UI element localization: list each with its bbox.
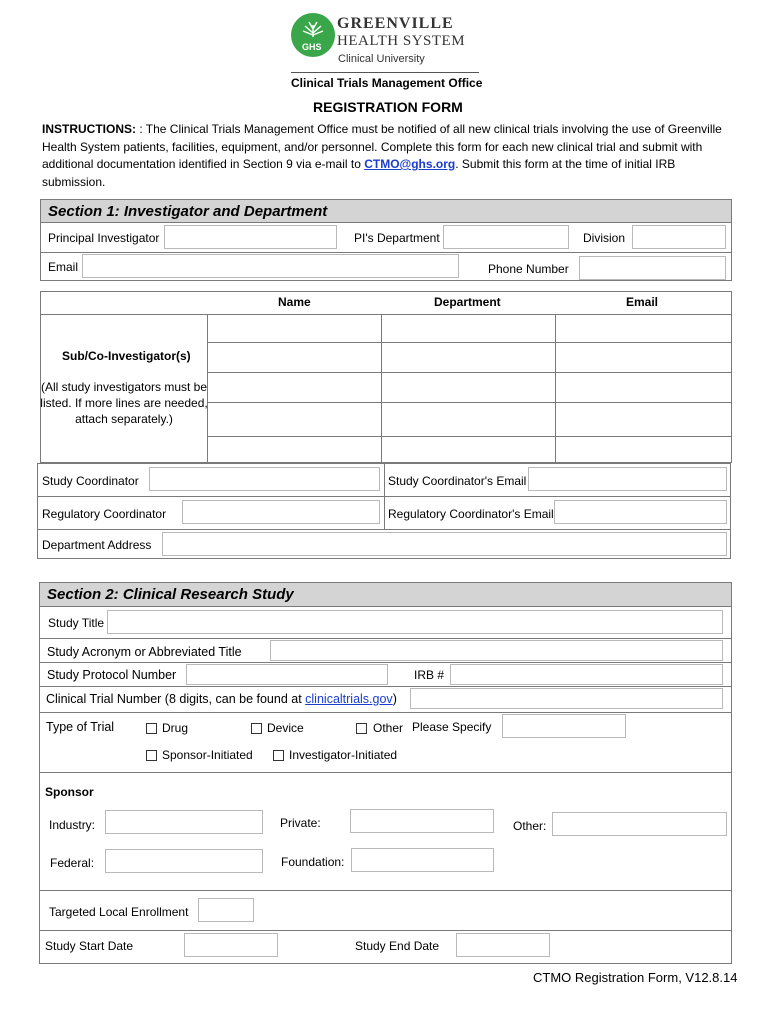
irb-input[interactable] xyxy=(450,664,723,685)
please-specify-label: Please Specify xyxy=(412,720,492,734)
instructions xyxy=(42,121,732,191)
investigator-initiated-label: Investigator-Initiated xyxy=(289,748,398,762)
logo-text: GHS xyxy=(302,42,322,52)
col-header-name: Name xyxy=(278,295,311,309)
foundation-input[interactable] xyxy=(351,848,494,872)
col-header-email: Email xyxy=(626,295,659,309)
clinicaltrials-link[interactable]: clinicaltrials.gov xyxy=(305,692,393,706)
study-coordinator-input[interactable] xyxy=(149,467,380,491)
study-coordinator-label: Study Coordinator xyxy=(42,474,139,488)
drug-label: Drug xyxy=(162,721,189,735)
other-sponsor-input[interactable] xyxy=(552,812,727,836)
targeted-enrollment-input[interactable] xyxy=(198,898,254,922)
regulatory-coordinator-label: Regulatory Coordinator xyxy=(42,507,167,521)
acronym-input[interactable] xyxy=(270,640,723,661)
study-coordinator-email-label: Study Coordinator's Email xyxy=(388,474,527,488)
start-date-input[interactable] xyxy=(184,933,278,957)
org-subtitle: Clinical University xyxy=(338,53,425,65)
instructions-text-a: : The Clinical Trials Management Office must be notified of all new clinical trials involving the use of Greenville Health System patients, facilities, equipment, and/or personnel. Complete this form for each new clinical trial and submit with additional documentation identified in Section 9 via e-mail to xyxy=(42,122,722,171)
sponsor-initiated-checkbox[interactable] xyxy=(146,750,157,761)
other-label: Other xyxy=(373,721,404,735)
sub-inv-row[interactable] xyxy=(208,403,731,436)
sponsor-label: Sponsor xyxy=(45,785,94,799)
study-coordinator-email-input[interactable] xyxy=(528,467,727,491)
principal-investigator-input[interactable] xyxy=(164,225,337,249)
end-date-label: Study End Date xyxy=(355,939,440,953)
org-name-line2: HEALTH SYSTEM xyxy=(337,33,466,49)
acronym-label: Study Acronym or Abbreviated Title xyxy=(47,645,242,659)
drug-checkbox[interactable] xyxy=(146,723,157,734)
please-specify-input[interactable] xyxy=(502,714,626,738)
start-date-label: Study Start Date xyxy=(45,939,134,953)
section1-header: Section 1: Investigator and Department xyxy=(40,199,732,223)
protocol-number-label: Study Protocol Number xyxy=(47,668,177,682)
other-sponsor-label: Other: xyxy=(513,819,547,833)
department-address-input[interactable] xyxy=(162,532,727,556)
regulatory-coordinator-email-label: Regulatory Coordinator's Email xyxy=(388,507,554,521)
instructions-label: INSTRUCTIONS: xyxy=(42,122,136,136)
federal-label: Federal: xyxy=(50,856,95,870)
office-name: Clinical Trials Management Office xyxy=(291,76,483,90)
industry-input[interactable] xyxy=(105,810,263,834)
study-title-input[interactable] xyxy=(107,610,723,634)
phone-label: Phone Number xyxy=(488,262,569,276)
industry-label: Industry: xyxy=(49,818,96,832)
col-header-department: Department xyxy=(434,295,501,309)
sub-inv-row[interactable] xyxy=(208,373,731,402)
sub-co-title: Sub/Co-Investigator(s) xyxy=(62,349,191,363)
principal-investigator-label: Principal Investigator xyxy=(48,231,160,245)
private-label: Private: xyxy=(280,816,321,830)
protocol-number-input[interactable] xyxy=(186,664,388,685)
type-of-trial-label: Type of Trial xyxy=(46,720,115,734)
sub-inv-row[interactable] xyxy=(208,343,731,372)
device-checkbox[interactable] xyxy=(251,723,262,734)
sub-co-note: (All study investigators must be listed. If more lines are needed, attach separately.) xyxy=(40,380,208,426)
phone-input[interactable] xyxy=(579,256,726,280)
investigator-initiated-checkbox[interactable] xyxy=(273,750,284,761)
ct-number-label: Clinical Trial Number (8 digits, can be found at clinicaltrials.gov) xyxy=(46,692,397,706)
other-checkbox[interactable] xyxy=(356,723,367,734)
private-input[interactable] xyxy=(350,809,494,833)
regulatory-coordinator-input[interactable] xyxy=(182,500,380,524)
email-label: Email xyxy=(48,260,79,274)
device-label: Device xyxy=(267,721,304,735)
sub-inv-row[interactable] xyxy=(208,315,731,342)
sponsor-initiated-label: Sponsor-Initiated xyxy=(162,748,253,762)
header-divider xyxy=(291,72,479,73)
form-title: REGISTRATION FORM xyxy=(313,99,463,115)
division-input[interactable] xyxy=(632,225,726,249)
targeted-enrollment-label: Targeted Local Enrollment xyxy=(49,905,189,919)
sub-inv-row[interactable] xyxy=(208,437,731,462)
regulatory-coordinator-email-input[interactable] xyxy=(554,500,727,524)
irb-label: IRB # xyxy=(414,668,445,682)
instructions-text-b: . Submit this form at the time of initial IRB submission. xyxy=(42,157,676,189)
ctmo-email-link[interactable]: CTMO@ghs.org xyxy=(364,157,456,171)
org-name-line1: GREENVILLE xyxy=(337,15,454,32)
pi-department-input[interactable] xyxy=(443,225,569,249)
email-input[interactable] xyxy=(82,254,459,278)
ct-number-input[interactable] xyxy=(410,688,723,709)
federal-input[interactable] xyxy=(105,849,263,873)
footer-version: CTMO Registration Form, V12.8.14 xyxy=(533,970,738,985)
study-title-label: Study Title xyxy=(48,616,105,630)
division-label: Division xyxy=(583,231,626,245)
foundation-label: Foundation: xyxy=(281,855,345,869)
section2-header: Section 2: Clinical Research Study xyxy=(39,582,732,607)
end-date-input[interactable] xyxy=(456,933,550,957)
department-address-label: Department Address xyxy=(42,538,152,552)
pi-department-label: PI's Department xyxy=(354,231,440,245)
